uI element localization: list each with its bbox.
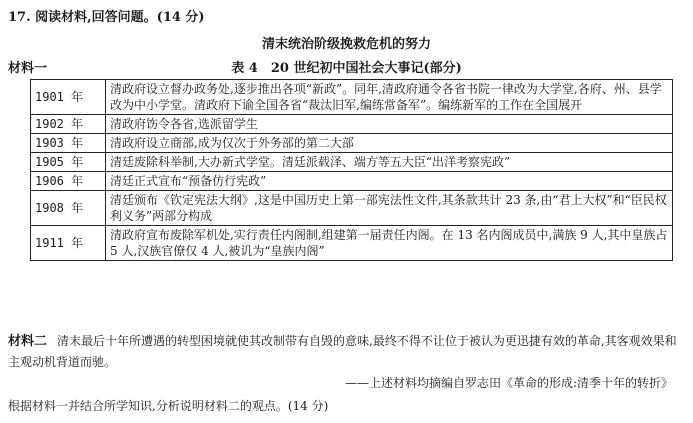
- table-row: [31, 134, 673, 153]
- year-cell: 1906 年: [31, 172, 106, 191]
- event-cell: 清政府设立督办政务处,逐步推出各项“新政”。同年,清政府通令各省书院一律改为大学堂,各府、州、县学改为中小学堂。清政府下谕全国各省“裁汰旧军,编练常备军”。编练新军的工作在全国展开: [106, 80, 673, 115]
- material-two-label: 材料二: [8, 334, 48, 349]
- year-cell: 1903 年: [31, 134, 106, 153]
- event-cell: 清廷正式宣布“预备仿行宪政”: [106, 172, 673, 191]
- table-row: [31, 80, 673, 115]
- table-row: [31, 191, 673, 226]
- event-cell: 清政府设立商部,成为仅次于外务部的第二大部: [106, 134, 673, 153]
- material-two-text: 清末最后十年所遭遇的转型困境就使其改制带有自毁的意味,最终不得不让位于被认为更迅捷有效的革命,其客观效果和主观动机背道而驰。: [8, 334, 677, 369]
- year-cell: 1902 年: [31, 115, 106, 134]
- events-table: [30, 79, 673, 261]
- source-citation: ——上述材料均摘编自罗志田《革命的形成:清季十年的转折》: [344, 376, 673, 390]
- event-cell: 清政府宣布废除军机处,实行责任内阁制,组建第一届责任内阁。在 13 名内阁成员中,满族 9 人,其中皇族占 5 人,汉族官僚仅 4 人,被讥为“皇族内阁”: [106, 226, 673, 261]
- task-prompt: 根据材料一并结合所学知识,分析说明材料二的观点。(14 分): [8, 399, 329, 413]
- question-header: 17. 阅读材料,回答问题。(14 分): [8, 10, 205, 25]
- table-row: [31, 115, 673, 134]
- year-cell: 1905 年: [31, 153, 106, 172]
- section-title: 清末统治阶级挽救危机的努力: [261, 37, 431, 52]
- event-cell: 清政府饬令各省,选派留学生: [106, 115, 673, 134]
- event-cell: 清廷废除科举制,大办新式学堂。清廷派载泽、端方等五大臣“出洋考察宪政”: [106, 153, 673, 172]
- table-caption: 表 4 20 世纪初中国社会大事记(部分): [231, 61, 462, 76]
- table-row: [31, 172, 673, 191]
- material-one-label: 材料一: [8, 61, 48, 76]
- year-cell: 1911 年: [31, 226, 106, 261]
- year-cell: 1908 年: [31, 191, 106, 226]
- table-row: [31, 153, 673, 172]
- year-cell: 1901 年: [31, 80, 106, 115]
- material-two: [8, 331, 678, 372]
- event-cell: 清廷颁布《钦定宪法大纲》,这是中国历史上第一部宪法性文件,其条款共计 23 条,由“君上大权”和“臣民权利义务”两部分构成: [106, 191, 673, 226]
- table-row: [31, 226, 673, 261]
